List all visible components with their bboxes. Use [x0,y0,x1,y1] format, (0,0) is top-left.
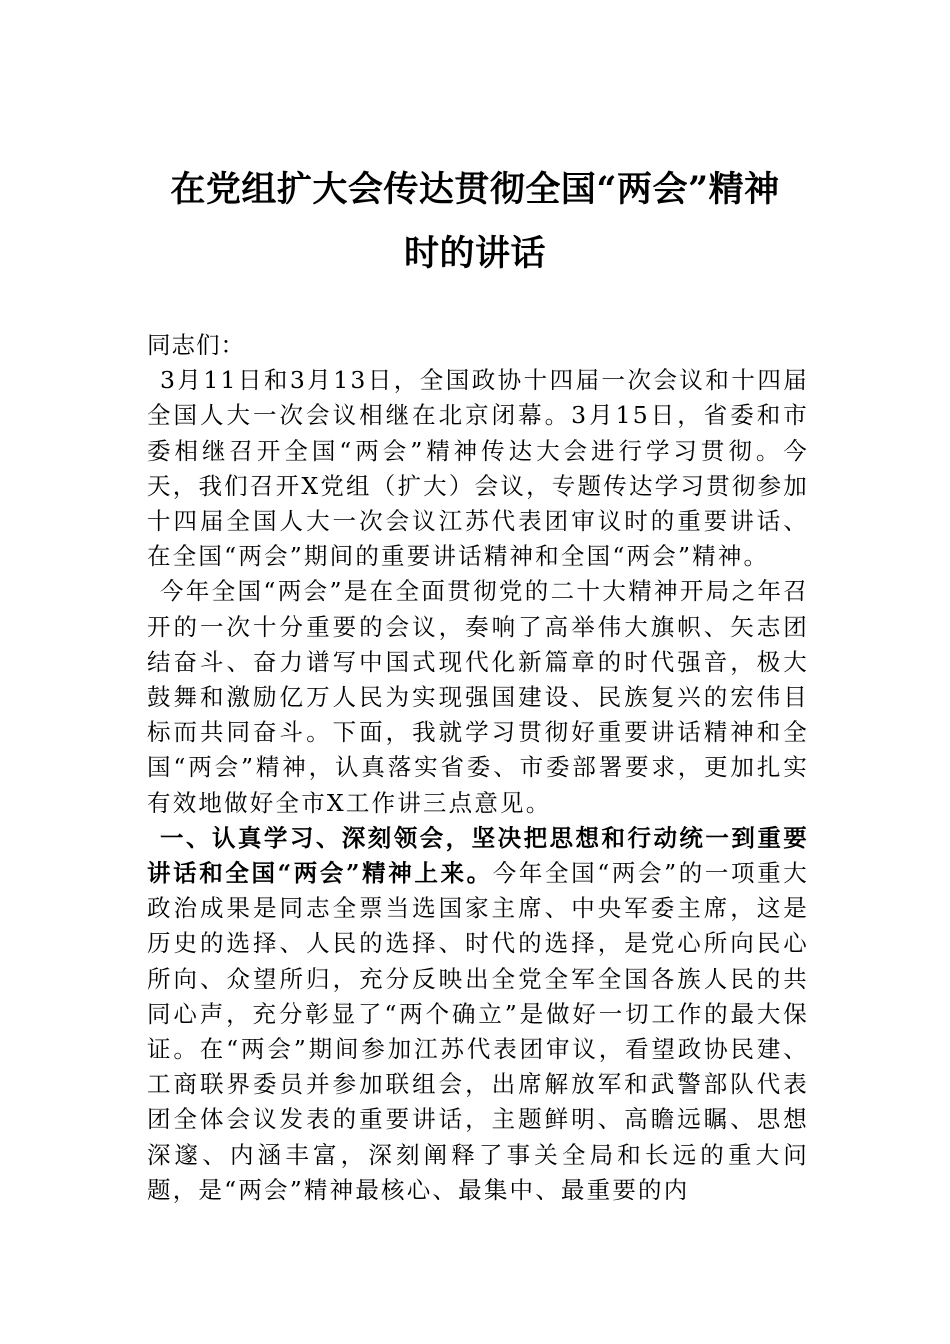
paragraph-1 [147,363,809,574]
title-line-1: 在党组扩大会传达贯彻全国“两会”精神 [170,169,780,210]
paragraph-3-text: 今年全国“两会”的一项重大政治成果是同志全票当选国家主席、中央军委主席，这是历史的选择、人民的选择、时代的选择，是党心所向民心所向、众望所归，充分反映出全党全军全国各族人民的共同心声，充分彰显了“两个确立”是做好一切工作的最大保证。在“两会”期间参加江苏代表团审议，看望政协民建、工商联界委员并参加联组会，出席解放军和武警部队代表团全体会议发表的重要讲话，主题鲜明、高瞻远瞩、思想深邃、内涵丰富，深刻阐释了事关全局和长远的重大问题，是“两会”精神最核心、最集中、最重要的内 [147,859,809,1204]
paragraph-2-text: 今年全国“两会”是在全面贯彻党的二十大精神开局之年召开的一次十分重要的会议，奏响了高举伟大旗帜、矢志团结奋斗、奋力谱写中国式现代化新篇章的时代强音，极大鼓舞和激励亿万人民为实现强国建设、民族复兴的宏伟目标而共同奋斗。下面，我就学习贯彻好重要讲话精神和全国“两会”精神，认真落实省委、市委部署要求，更加扎实有效地做好全市X工作讲三点意见。 [147,577,809,817]
title-line-2: 时的讲话 [403,233,546,274]
paragraph-2 [147,574,809,820]
document-title [140,158,810,286]
salutation: 同志们： [147,331,245,359]
section-heading-1: 一、认真学习、深刻领会，坚决把思想和行动统一到重要讲话和全国“两会”精神上来。 [147,823,809,888]
document-body [147,328,809,1208]
paragraph-1-text: 3月11日和3月13日，全国政协十四届一次会议和十四届全国人大一次会议相继在北京闭幕。3月15日，省委和市委相继召开全国“两会”精神传达大会进行学习贯彻。今天，我们召开X党组（扩大）会议，专题传达学习贯彻参加十四届全国人大一次会议江苏代表团审议时的重要讲话、在全国“两会”期间的重要讲话精神和全国“两会”精神。 [147,366,809,571]
paragraph-3 [147,821,809,1208]
